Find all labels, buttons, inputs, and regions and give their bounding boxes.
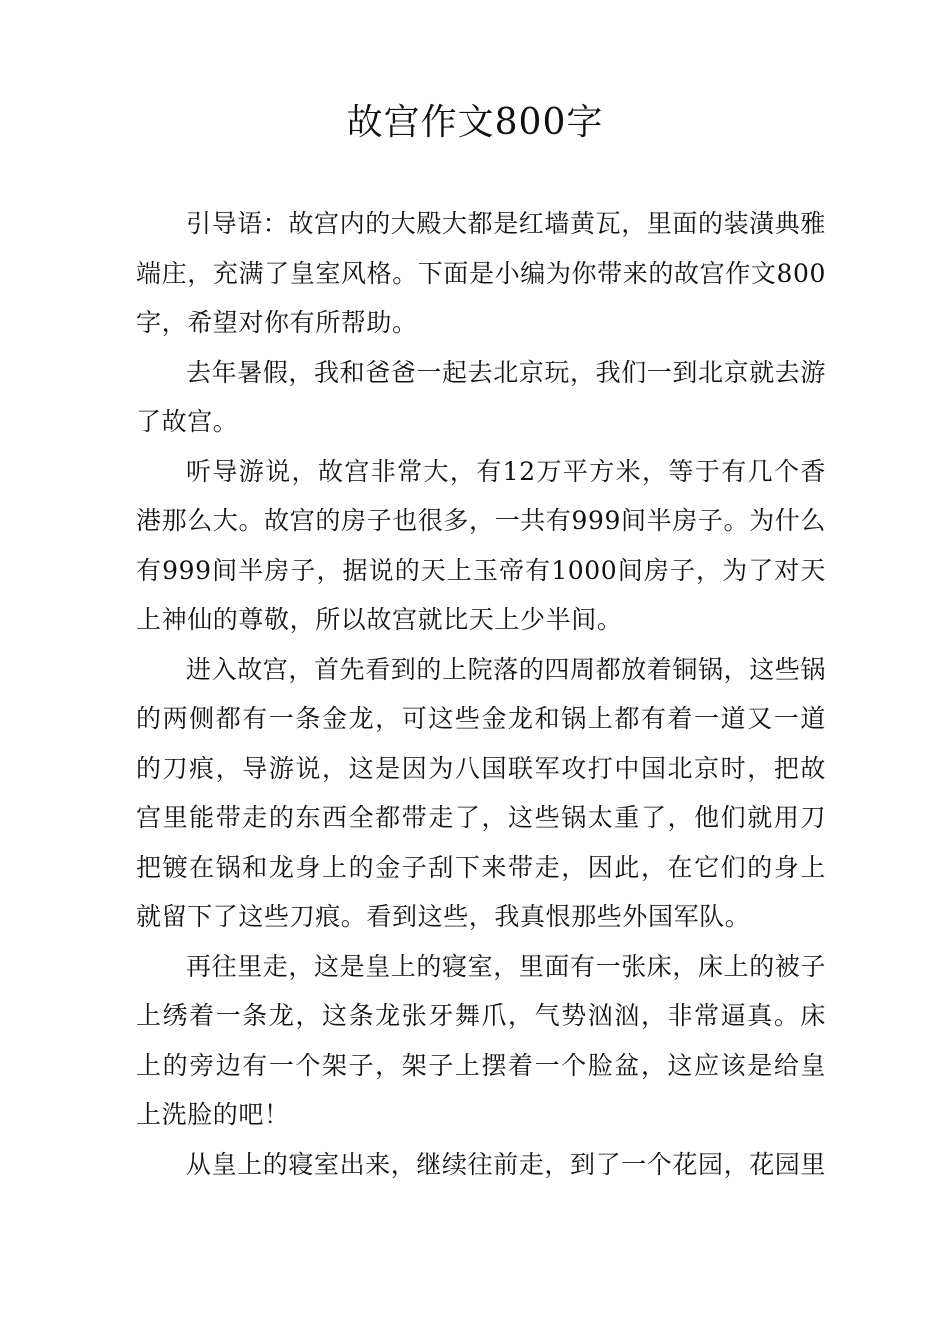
document-body	[136, 199, 826, 1189]
paragraph-summer-trip: 去年暑假，我和爸爸一起去北京玩，我们一到北京就去游了故宫。	[136, 357, 827, 436]
paragraph-garden: 从皇上的寝室出来，继续往前走，到了一个花园，花园里	[186, 1149, 827, 1179]
document-title: 故宫作文800字	[346, 102, 604, 143]
paragraph-emperor-bedroom: 再往里走，这是皇上的寝室，里面有一张床，床上的被子上绣着一条龙，这条龙张牙舞爪，气势汹汹，非常逼真。床上的旁边有一个架子，架子上摆着一个脸盆，这应该是给皇上洗脸的吧！	[136, 951, 827, 1129]
paragraph-bronze-pots: 进入故宫，首先看到的上院落的四周都放着铜锅，这些锅的两侧都有一条金龙，可这些金龙和锅上都有着一道又一道的刀痕，导游说，这是因为八国联军攻打中国北京时，把故宫里能带走的东西全都带走了，这些锅太重了，他们就用刀把镀在锅和龙身上的金子刮下来带走，因此，在它们的身上就留下了这些刀痕。看到这些，我真恨那些外国军队。	[136, 654, 827, 931]
paragraph-intro: 引导语：故宫内的大殿大都是红墙黄瓦，里面的装潢典雅端庄，充满了皇室风格。下面是小编为你带来的故宫作文800字，希望对你有所帮助。	[136, 209, 827, 337]
paragraph-palace-size: 听导游说，故宫非常大，有12万平方米，等于有几个香港那么大。故宫的房子也很多，一共有999间半房子。为什么有999间半房子，据说的天上玉帝有1000间房子，为了对天上神仙的尊敬，所以故宫就比天上少半间。	[136, 456, 826, 634]
